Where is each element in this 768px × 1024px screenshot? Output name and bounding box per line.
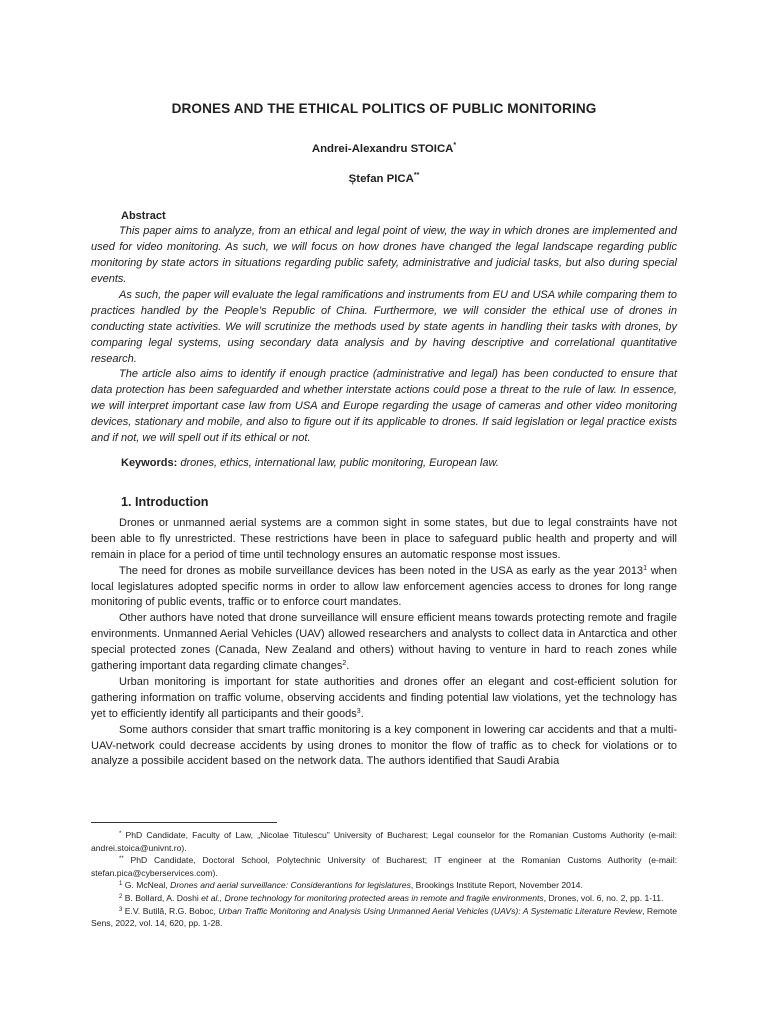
paragraph-text: . <box>360 707 364 720</box>
author-1 <box>91 138 677 157</box>
body-paragraph <box>91 564 677 612</box>
abstract <box>91 209 677 447</box>
abstract-paragraph: The article also aims to identify if enough practice (administrative and legal) has been conducted to ensure that data protection has been safeguarded and whether interstate actions could pose a threat to the rule of law. In essence, we will interpret important case law from USA and Europe regarding the usage of cameras and other video monitoring devices, stationary and mobile, and also to figure out if its applicable to drones. If said legislation or legal practice exists and if not, we will spell out if its ethical or not. <box>91 368 677 445</box>
footnote-text: PhD Candidate, Faculty of Law, „Nicolae Titulescu” University of Bucharest; Legal counselor for the Romanian Customs Authority (e-mail: andrei.stoica@univnt.ro). <box>91 830 677 853</box>
footnote-text: PhD Candidate, Doctoral School, Polytechnic University of Bucharest; IT engineer at the Romanian Customs Authority (e-mail: stefan.pica@cyberservices.com). <box>91 855 677 878</box>
body-paragraph <box>91 723 677 771</box>
footnote <box>91 905 677 930</box>
footnote <box>91 829 677 854</box>
footnote-mark: 1 <box>119 881 123 888</box>
body-paragraph <box>91 675 677 723</box>
footnote-ref[interactable]: 1 <box>643 564 647 572</box>
footnote-title: et al., Drone technology for monitoring protected areas in remote and fragile environments <box>201 892 544 903</box>
author-2-mark: ** <box>413 172 420 179</box>
footnote-mark: 2 <box>119 893 123 900</box>
paragraph-text: when local legislatures adopted specific norms in order to allow law enforcement agencies access to drones for long range monitoring of public events, traffic or to enforce court mandates. <box>91 564 677 609</box>
footnote-title: Urban Traffic Monitoring and Analysis Using Unmanned Aerial Vehicles (UAVs): A Systematic Literature Review <box>218 905 643 916</box>
paragraph-text: Drones or unmanned aerial systems are a common sight in some states, but due to legal constraints have not been able to fly unrestricted. These restrictions have been in place to safeguard public health and property and will remain in place for a period of time until technology ensures an automatic response most issues. <box>91 516 677 561</box>
footnote <box>91 892 677 905</box>
footnote-text: , Remote Sens, 2022, vol. 14, 620, pp. 1-28. <box>91 905 677 929</box>
paragraph-text: Urban monitoring is important for state authorities and drones offer an elegant and cost-efficient solution for gathering information on traffic volume, observing accidents and finding potential law violations, yet the technology has yet to efficiently identify all participants and their goods <box>91 675 677 720</box>
footnote-mark: ** <box>119 856 124 863</box>
footnote-ref[interactable]: 3 <box>356 707 361 715</box>
footnote-text: E.V. Butilă, R.G. Boboc, <box>122 905 219 916</box>
abstract-paragraph: This paper aims to analyze, from an ethical and legal point of view, the way in which drones are implemented and used for video monitoring. As such, we will focus on how drones have changed the legal landscape regarding public monitoring by state actors in situations regarding public safety, administrative and judicial tasks, but also during special events. <box>91 225 677 286</box>
author-2 <box>91 168 677 187</box>
footnote-title: Drones and aerial surveillance: Considerantions for legislatures <box>170 880 411 891</box>
footnote-text: B. Bollard, A. Doshi <box>122 892 202 903</box>
paragraph-text: . <box>346 660 350 673</box>
keywords <box>121 456 677 472</box>
section-heading-introduction: 1. Introduction <box>121 494 209 509</box>
paragraph-text: Other authors have noted that drone surveillance will ensure efficient means towards protecting remote and fragile environments. Unmanned Aerial Vehicles (UAV) allowed researchers and analysts to collect data in Antarctica and other special protected zones (Canada, New Zealand and others) without having to venture in hard to reach zones while gathering important data regarding climate changes <box>91 612 677 673</box>
body-paragraph <box>91 516 677 564</box>
body-paragraph <box>91 611 677 675</box>
author-2-name: Ștefan PICA <box>348 173 414 185</box>
author-1-mark: * <box>453 142 457 149</box>
footnote-mark: * <box>119 831 122 837</box>
footnote-divider <box>91 822 277 823</box>
main-content <box>91 100 677 770</box>
keywords-text: drones, ethics, international law, public monitoring, European law. <box>180 456 499 469</box>
paragraph-text: The need for drones as mobile surveillance devices has been noted in the USA as early as the year 2013 <box>119 564 644 577</box>
author-1-name: Andrei-Alexandru STOICA <box>311 143 454 155</box>
abstract-heading: Abstract <box>121 210 166 222</box>
footnote-mark: 3 <box>119 906 123 913</box>
footnote-ref[interactable]: 2 <box>342 660 347 668</box>
footnote <box>91 854 677 879</box>
abstract-paragraph: As such, the paper will evaluate the legal ramifications and instruments from EU and USA while comparing them to practices handled by the People’s Republic of China. Furthermore, we will consider the ethical use of drones in conducting state activities. We will scrutinize the methods used by state agents in handling their tasks with drones, by comparing legal systems, using secondary data analysis and by having descriptive and correlational quantitative research. <box>91 288 677 365</box>
footnote <box>91 879 677 892</box>
footnote-text: , Drones, vol. 6, no. 2, pp. 1-11. <box>543 892 664 903</box>
footnotes <box>91 822 677 930</box>
paper-title: DRONES AND THE ETHICAL POLITICS OF PUBLIC MONITORING <box>171 101 597 116</box>
footnote-text: G. McNeal, <box>122 880 171 891</box>
paragraph-text: Some authors consider that smart traffic monitoring is a key component in lowering car accidents and that a multi-UAV-network could decrease accidents by using drones to monitor the flow of traffic as to check for violations or to analyze a possibile accident based on the network data. The authors identified that Saudi Arabia <box>91 723 677 768</box>
footnote-text: , Brookings Institute Report, November 2014. <box>410 880 583 891</box>
keywords-label: Keywords: <box>121 456 178 469</box>
